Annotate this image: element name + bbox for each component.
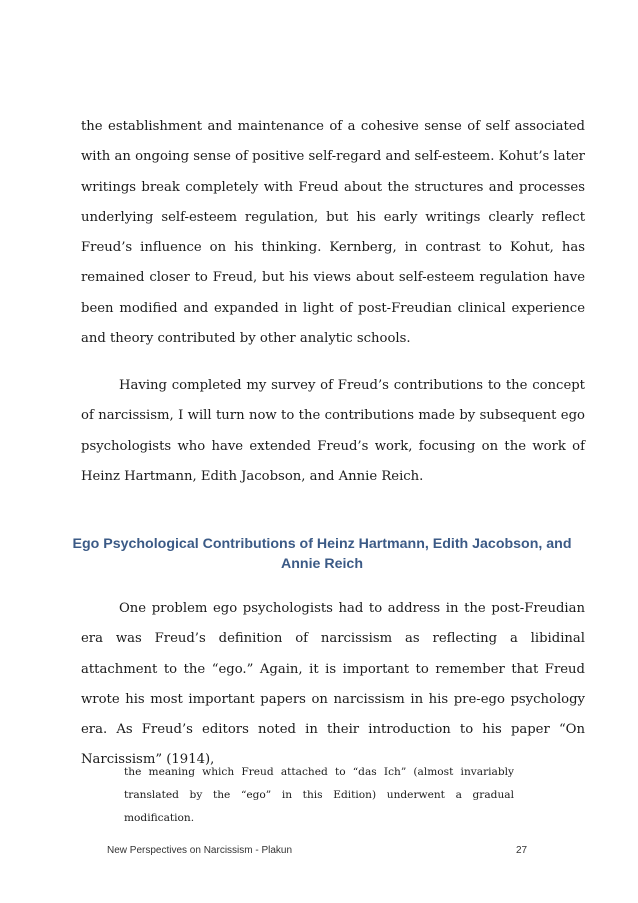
paragraph-survey: Having completed my survey of Freud’s contributions to the concept of narcissism, I will turn now to the contributions made by subsequent ego psychologists who have extended Freud’s work, focusing on the work of Heinz Hartmann, Edith Jacobson, and Annie Reich. [81,378,585,484]
section-heading [52,534,592,574]
footer-title: New Perspectives on Narcissism - Plakun [107,845,293,856]
section-heading-line-1: Ego Psychological Contributions of Heinz Hartmann, Edith Jacobson, and [72,536,572,552]
paragraph-self-esteem: the establishment and maintenance of a cohesive sense of self associated with an ongoing sense of positive self-regard and self-esteem. Kohut’s later writings break completely with Freud about the structures and processes underlying self-esteem regulation, but his early writings clearly reflect Freud’s influence on his thinking. Kernberg, in contrast to Kohut, has remained closer to Freud, but his views about self-esteem regulation have been modified and expanded in light of post-Freudian clinical experience and theory contributed by other analytic schools. [81,119,585,347]
paragraph-ego-problem: One problem ego psychologists had to address in the post-Freudian era was Freud’s definition of narcissism as reflecting a libidinal attachment to the “ego.” Again, it is important to remember that Freud wrote his most important papers on narcissism in his pre-ego psychology era. As Freud’s editors noted in their introduction to his paper “On Narcissism” (1914), [81,601,585,768]
page-number: 27 [516,845,528,856]
section-heading-line-2: Annie Reich [281,556,363,572]
block-quote: the meaning which Freud attached to “das Ich” (almost invariably translated by the “ego” in this Edition) underwent a gradual modification. [124,766,514,824]
